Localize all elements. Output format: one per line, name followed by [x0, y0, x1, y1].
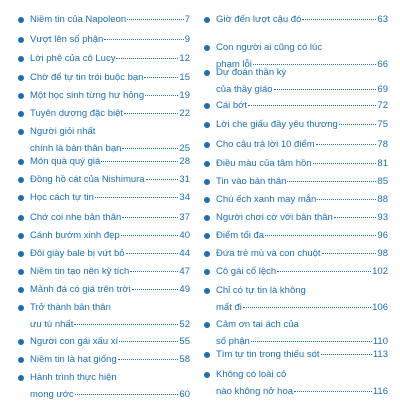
dot-leader [119, 341, 178, 342]
toc-entry[interactable] [30, 125, 190, 154]
dot-leader [287, 181, 376, 182]
toc-entry-line [30, 353, 190, 367]
toc-entry-line [216, 368, 388, 382]
dot-leader [277, 271, 371, 272]
dot-leader [124, 113, 178, 114]
toc-entry-line [216, 265, 388, 279]
bullet-icon [204, 197, 210, 203]
toc-entry-title: Trở thành bản thân [30, 302, 111, 313]
toc-entry-line [216, 301, 388, 315]
toc-entry-title: Tuyên dương đặc biệt [30, 108, 124, 119]
bullet-icon [18, 233, 24, 239]
bullet-icon [204, 122, 210, 128]
toc-entry-line [30, 173, 190, 187]
toc-entry-title: Cô gái cổ lệch [216, 266, 277, 277]
dot-leader [322, 253, 377, 254]
toc-entry[interactable] [216, 175, 388, 195]
toc-entry-line [216, 385, 388, 399]
toc-entry[interactable] [216, 99, 388, 119]
toc-entry-line [30, 142, 190, 156]
dot-leader [274, 89, 377, 90]
dot-leader [251, 341, 372, 342]
toc-entry-line [30, 52, 190, 66]
toc-entry-title: Hành trình thực hiện [30, 372, 117, 383]
dot-leader [116, 58, 178, 59]
bullet-icon [204, 372, 210, 378]
dot-leader [121, 235, 179, 236]
bullet-icon [18, 215, 24, 221]
toc-entry-title: Cánh bướm xinh đẹp [30, 230, 120, 241]
toc-entry-page: 93 [377, 212, 388, 223]
dot-leader [127, 19, 184, 20]
toc-entry-line [30, 335, 190, 349]
toc-entry-line [216, 13, 388, 27]
dot-leader [334, 217, 377, 218]
toc-entry-line [216, 247, 388, 261]
dot-leader [294, 391, 372, 392]
toc-entry-title: Tìm tự tin trong thiếu sót [216, 349, 320, 360]
toc-entry-page: 44 [179, 248, 190, 259]
toc-entry-line [30, 211, 190, 225]
bullet-icon [204, 352, 210, 358]
toc-entry[interactable] [216, 284, 388, 313]
toc-entry-title: số phận [216, 336, 250, 347]
toc-entry-line [216, 284, 388, 298]
toc-entry-line [30, 371, 190, 385]
toc-entry[interactable] [216, 13, 388, 33]
bullet-icon [18, 287, 24, 293]
toc-entry[interactable] [30, 33, 190, 53]
bullet-icon [204, 142, 210, 148]
toc-entry-line [30, 283, 190, 297]
toc-entry-title: mất đi [216, 302, 242, 313]
toc-entry-title: Đồng hồ cát của Nishimura [30, 174, 145, 185]
bullet-icon [18, 129, 24, 135]
toc-entry-page: 66 [377, 59, 388, 70]
toc-entry-line [216, 41, 388, 55]
dot-leader [339, 124, 377, 125]
toc-entry-line [216, 66, 388, 80]
toc-entry-title: nào không nở hoa [216, 386, 294, 397]
toc-entry-title: Cái bớt [216, 100, 248, 111]
toc-entry[interactable] [216, 229, 388, 249]
toc-entry-title: Đôi giày bale bị vứt bỏ [30, 248, 125, 259]
toc-entry-line [216, 193, 388, 207]
dot-leader [321, 354, 372, 355]
toc-entry-line [30, 247, 190, 261]
toc-entry-line [216, 335, 388, 349]
toc-entry-title: của thầy giáo [216, 84, 273, 95]
toc-entry[interactable] [30, 71, 190, 91]
toc-entry[interactable] [216, 211, 388, 231]
bullet-icon [18, 111, 24, 117]
toc-entry[interactable] [30, 211, 190, 231]
toc-entry-title: Người con gái xấu xí [30, 336, 119, 347]
toc-entry[interactable] [30, 301, 190, 330]
dot-leader [313, 163, 377, 164]
toc-entry-page: 25 [179, 143, 190, 154]
toc-entry-page: 106 [372, 302, 388, 313]
toc-entry-page: 60 [179, 389, 190, 400]
toc-entry[interactable] [30, 13, 190, 33]
dot-leader [243, 307, 371, 308]
toc-entry-title: Không có loài cỏ [216, 369, 287, 380]
toc-entry-line [30, 33, 190, 47]
bullet-icon [18, 269, 24, 275]
bullet-icon [18, 93, 24, 99]
bullet-icon [18, 339, 24, 345]
toc-entry-title: mong ước [30, 389, 74, 400]
toc-entry-title: Niềm tin của Napoleon [30, 14, 127, 25]
toc-entry-page: 75 [377, 119, 388, 130]
toc-entry-page: 47 [179, 266, 190, 277]
toc-entry-title: Chờ để tự tin trói buộc bạn [30, 72, 144, 83]
toc-entry[interactable] [30, 191, 190, 211]
toc-entry-title: phạm lỗi [216, 59, 252, 70]
toc-entry-page: 88 [377, 194, 388, 205]
dot-leader [265, 235, 376, 236]
bullet-icon [204, 233, 210, 239]
toc-entry-title: Dự đoán thần kỳ [216, 67, 287, 78]
toc-entry-page: 22 [179, 108, 190, 119]
toc-entry-title: Chỉ có tự tin là không [216, 285, 306, 296]
toc-entry-line [30, 13, 190, 27]
bullet-icon [18, 159, 24, 165]
dot-leader [74, 324, 178, 325]
toc-entry[interactable] [216, 138, 388, 158]
toc-entry[interactable] [30, 265, 190, 285]
toc-entry-line [30, 301, 190, 315]
bullet-icon [204, 288, 210, 294]
toc-entry-page: 55 [179, 336, 190, 347]
toc-entry-page: 81 [377, 158, 388, 169]
dot-leader [253, 64, 377, 65]
toc-entry-title: Lời phê của cô Lucy [30, 53, 116, 64]
bullet-icon [18, 75, 24, 81]
toc-entry-title: Điểm tối đa [216, 230, 265, 241]
dot-leader [126, 253, 179, 254]
toc-entry[interactable] [30, 283, 190, 303]
bullet-icon [18, 56, 24, 62]
toc-entry-line [216, 318, 388, 332]
bullet-icon [18, 17, 24, 23]
toc-entry-title: Chớ coi nhẹ bản thân [30, 212, 122, 223]
bullet-icon [204, 269, 210, 275]
toc-entry[interactable] [30, 371, 190, 400]
toc-entry-page: 78 [377, 139, 388, 150]
toc-entry[interactable] [216, 247, 388, 267]
toc-entry[interactable] [216, 348, 388, 368]
toc-entry-title: Một học sinh từng hư hỏng [30, 90, 145, 101]
bullet-icon [204, 179, 210, 185]
toc-entry[interactable] [30, 353, 190, 373]
toc-entry[interactable] [30, 89, 190, 109]
dot-leader [75, 394, 179, 395]
toc-entry[interactable] [216, 118, 388, 138]
toc-entry-title: Điều màu của tâm hồn [216, 158, 312, 169]
toc-entry-page: 34 [179, 192, 190, 203]
toc-entry-title: Chú ếch xanh may mắn [216, 194, 317, 205]
toc-entry-page: 28 [179, 156, 190, 167]
toc-entry-line [216, 229, 388, 243]
toc-entry-page: 102 [372, 266, 388, 277]
toc-entry-line [30, 191, 190, 205]
toc-entry-title: chính là bản thân bạn [30, 143, 122, 154]
toc-entry-page: 15 [179, 72, 190, 83]
toc-entry-title: Lời che giấu đầy yêu thương [216, 119, 338, 130]
toc-entry-line [216, 83, 388, 97]
toc-entry[interactable] [216, 157, 388, 177]
toc-entry-page: 85 [377, 176, 388, 187]
bullet-icon [18, 177, 24, 183]
toc-entry[interactable] [30, 229, 190, 249]
toc-entry-title: Tin vào bản thân [216, 176, 287, 187]
toc-entry-page: 72 [377, 100, 388, 111]
toc-entry-line [216, 157, 388, 171]
dot-leader [132, 289, 179, 290]
bullet-icon [18, 375, 24, 381]
toc-entry[interactable] [30, 107, 190, 127]
dot-leader [302, 19, 376, 20]
toc-entry-line [216, 118, 388, 132]
bullet-icon [18, 37, 24, 43]
dot-leader [146, 179, 179, 180]
toc-entry-page: 31 [179, 174, 190, 185]
dot-leader [122, 217, 178, 218]
dot-leader [104, 39, 183, 40]
dot-leader [101, 161, 178, 162]
toc-entry[interactable] [216, 318, 388, 347]
toc-entry-title: Vượt lên số phận [30, 34, 104, 45]
bullet-icon [18, 305, 24, 311]
toc-entry-page: 37 [179, 212, 190, 223]
toc-entry-page: 19 [179, 90, 190, 101]
toc-entry[interactable] [216, 265, 388, 285]
toc-entry-page: 58 [179, 354, 190, 365]
toc-entry-page: 63 [377, 14, 388, 25]
dot-leader [118, 359, 179, 360]
dot-leader [317, 199, 376, 200]
toc-entry-page: 40 [179, 230, 190, 241]
toc-entry-line [30, 229, 190, 243]
bullet-icon [204, 215, 210, 221]
toc-entry-line [216, 138, 388, 152]
toc-entry-title: Đứa trẻ mù và con chuột [216, 248, 321, 259]
toc-entry-line [30, 318, 190, 332]
toc-entry[interactable] [216, 193, 388, 213]
bullet-icon [204, 17, 210, 23]
toc-entry-title: Con người ai cũng có lúc [216, 42, 323, 53]
toc-entry-title: Người chơi cờ với bản thân [216, 212, 333, 223]
toc-entry-page: 98 [377, 248, 388, 259]
toc-entry-page: 116 [372, 386, 388, 397]
dot-leader [316, 144, 377, 145]
toc-entry[interactable] [216, 66, 388, 95]
dot-leader [144, 77, 178, 78]
toc-entry[interactable] [30, 335, 190, 355]
bullet-icon [204, 45, 210, 51]
bullet-icon [204, 103, 210, 109]
toc-entry-page: 110 [372, 336, 388, 347]
toc-entry-line [216, 99, 388, 113]
toc-entry-title: Niềm tin tạo nên kỳ tích [30, 266, 130, 277]
toc-entry[interactable] [216, 368, 388, 397]
toc-entry-title: Người giỏi nhất [30, 126, 96, 137]
toc-entry-page: 113 [372, 349, 388, 360]
toc-entry-line [30, 155, 190, 169]
toc-entry-title: Món quà quý giá [30, 156, 101, 167]
toc-entry-title: Cảm ơn tai ách của [216, 319, 299, 330]
bullet-icon [204, 251, 210, 257]
toc-entry-line [30, 265, 190, 279]
toc-entry-line [30, 89, 190, 103]
toc-entry-page: 69 [377, 84, 388, 95]
toc-entry-line [30, 71, 190, 85]
toc-entry[interactable] [30, 247, 190, 267]
toc-entry-title: ưu tú nhất [30, 319, 74, 330]
toc-entry-title: Mảnh đá có giá trên trời [30, 284, 131, 295]
toc-entry-line [30, 107, 190, 121]
bullet-icon [18, 357, 24, 363]
dot-leader [145, 95, 178, 96]
toc-entry-title: Giờ đến lượt cậu đó [216, 14, 302, 25]
dot-leader [130, 271, 178, 272]
toc-entry-page: 96 [377, 230, 388, 241]
toc-entry-line [30, 125, 190, 139]
dot-leader [122, 148, 178, 149]
toc-entry[interactable] [30, 173, 190, 193]
bullet-icon [18, 251, 24, 257]
dot-leader [95, 197, 179, 198]
toc-entry-title: Cho câu trả lời 10 điểm [216, 139, 315, 150]
toc-entry-title: Niềm tin là hạt giống [30, 354, 117, 365]
toc-entry-page: 12 [179, 53, 190, 64]
toc-entry-page: 9 [184, 34, 190, 45]
toc-entry[interactable] [216, 41, 388, 70]
toc-entry-title: Học cách tự tin [30, 192, 94, 203]
toc-entry-line [216, 211, 388, 225]
toc-entry-page: 49 [179, 284, 190, 295]
bullet-icon [204, 322, 210, 328]
dot-leader [248, 105, 376, 106]
bullet-icon [204, 70, 210, 76]
toc-entry-line [216, 175, 388, 189]
toc-entry-page: 7 [184, 14, 190, 25]
toc-entry[interactable] [30, 155, 190, 175]
toc-entry[interactable] [30, 52, 190, 72]
bullet-icon [204, 161, 210, 167]
toc-entry-page: 52 [179, 319, 190, 330]
bullet-icon [18, 195, 24, 201]
toc-entry-line [216, 348, 388, 362]
